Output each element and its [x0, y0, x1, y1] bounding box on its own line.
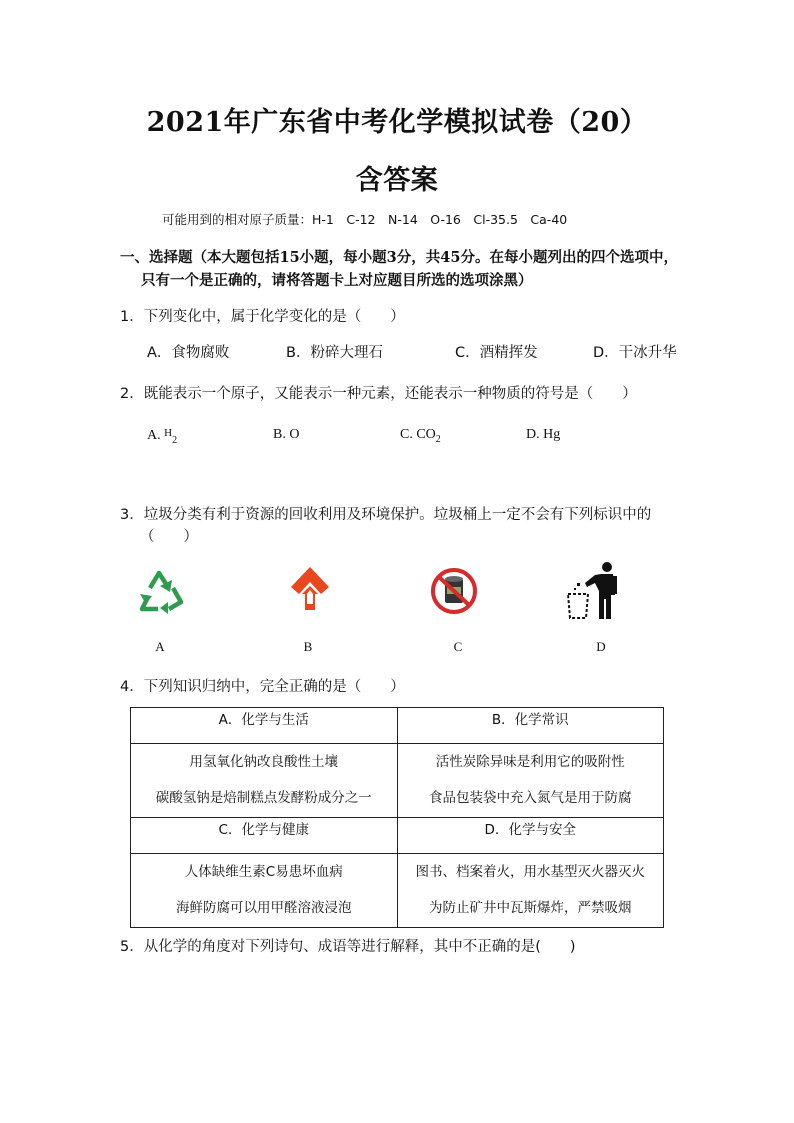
- question-2-option-b: B. O: [273, 427, 300, 442]
- question-5-stem: 5．从化学的角度对下列诗句、成语等进行解释，其中不正确的是( ): [120, 939, 576, 955]
- table-cell-a-line2: 碳酸氢钠是焙制糕点发酵粉成分之一: [155, 790, 372, 806]
- question-2-stem: 2．既能表示一个原子，又能表示一种元素，还能表示一种物质的符号是（ ）: [120, 386, 637, 402]
- table-cell-c-line2: 海鲜防腐可以用甲醛溶液浸泡: [176, 900, 352, 916]
- table-cell-d: [397, 854, 664, 928]
- section-heading-line1: 一、选择题（本大题包括15小题，每小题3分，共45分。在每小题列出的四个选项中，: [120, 249, 678, 266]
- table-cell-d-line1: 图书、档案着火，用水基型灭火器灭火: [415, 864, 645, 880]
- question-1-option-a: A．食物腐败: [147, 345, 230, 361]
- page-title: 2021年广东省中考化学模拟试卷（20）: [146, 107, 648, 138]
- question-3-label-c: C: [453, 639, 463, 654]
- table-header-a: A．化学与生活: [131, 708, 398, 744]
- table-cell-c: [131, 854, 398, 928]
- knowledge-table: [130, 707, 664, 928]
- table-header-b: B．化学常识: [397, 708, 664, 744]
- question-1-option-c: C．酒精挥发: [455, 345, 538, 361]
- table-cell-a: [131, 744, 398, 818]
- table-header-c: C．化学与健康: [131, 818, 398, 854]
- question-2-option-c: C. $CO_2$: [400, 427, 441, 445]
- atomic-masses: 可能用到的相对原子质量：H-1 C-12 N-14 O-16 Cl-35.5 Ca-40: [162, 212, 568, 227]
- table-cell-b-line1: 活性炭除异味是利用它的吸附性: [435, 754, 625, 770]
- table-cell-a-line1: 用氢氧化钠改良酸性土壤: [189, 754, 338, 770]
- table-cell-c-line1: 人体缺维生素C易患坏血病: [184, 864, 343, 880]
- recycle-icon: [136, 566, 186, 614]
- page-subtitle: 含答案: [355, 165, 439, 196]
- table-header-d: D．化学与安全: [397, 818, 664, 854]
- question-3-label-a: A: [155, 639, 165, 654]
- question-1-stem: 1．下列变化中，属于化学变化的是（ ）: [120, 309, 405, 325]
- no-littering-icon: [429, 567, 479, 615]
- hazardous-waste-icon: [288, 566, 332, 612]
- section-heading-line2: 只有一个是正确的，请将答题卡上对应题目所选的选项涂黑）: [141, 272, 533, 289]
- question-2-option-a: A. $^H_2$: [147, 427, 178, 446]
- table-cell-b: [397, 744, 664, 818]
- dispose-trash-icon: [565, 561, 625, 619]
- question-2-option-d: D. Hg: [526, 427, 561, 442]
- question-3-stem-line1: 3．垃圾分类有利于资源的回收利用及环境保护。垃圾桶上一定不会有下列标识中的: [120, 507, 652, 523]
- question-3-label-b: B: [303, 639, 313, 654]
- question-1-option-b: B．粉碎大理石: [286, 345, 383, 361]
- question-3-stem-line2: （ ）: [140, 529, 198, 545]
- question-4-stem: 4．下列知识归纳中，完全正确的是（ ）: [120, 679, 405, 695]
- table-cell-d-line2: 为防止矿井中瓦斯爆炸，严禁吸烟: [429, 900, 632, 916]
- question-3-label-d: D: [596, 639, 606, 654]
- question-1-option-d: D．干冰升华: [593, 345, 677, 361]
- table-cell-b-line2: 食品包装袋中充入氮气是用于防腐: [429, 790, 632, 806]
